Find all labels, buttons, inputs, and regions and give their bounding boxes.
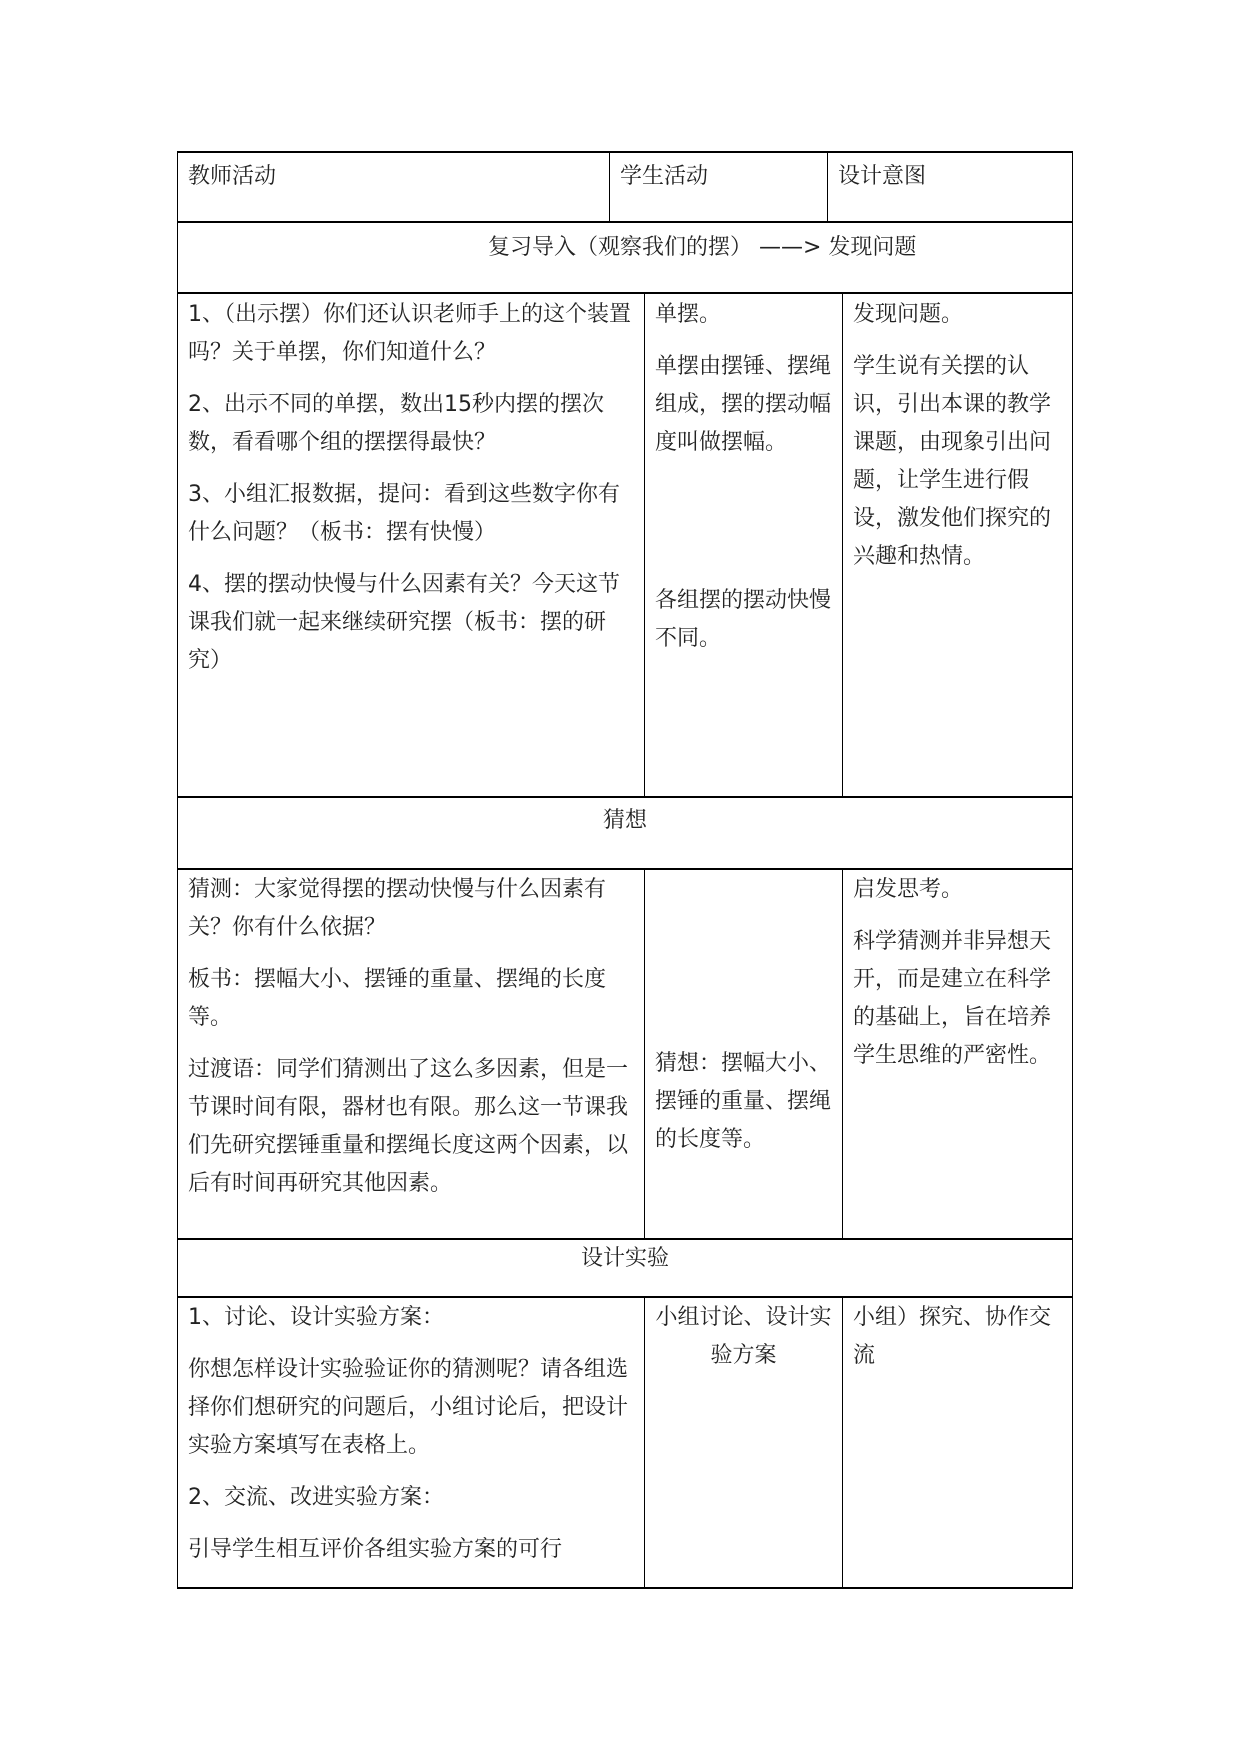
teacher-step: 1、（出示摆）你们还认识老师手上的这个装置吗？关于单摆，你们知道什么？ bbox=[188, 302, 631, 365]
teacher-step: 2、出示不同的单摆，数出15秒内摆的摆次数，看看哪个组的摆摆得最快？ bbox=[188, 392, 604, 455]
teacher-step: 板书：摆幅大小、摆锤的重量、摆绳的长度等。 bbox=[188, 967, 607, 1030]
design-intent: 启发思考。 bbox=[853, 877, 964, 902]
student-activity: 单摆由摆锤、摆绳组成，摆的摆动幅度叫做摆幅。 bbox=[655, 354, 832, 455]
teacher-step: 4、摆的摆动快慢与什么因素有关？今天这节课我们就一起来继续研究摆（板书：摆的研究） bbox=[188, 572, 620, 673]
teacher-step: 2、交流、改进实验方案： bbox=[188, 1485, 444, 1510]
student-activity: 小组讨论、设计实验方案 bbox=[655, 1305, 832, 1368]
student-activity: 猜想：摆幅大小、摆锤的重量、摆绳的长度等。 bbox=[655, 1051, 832, 1152]
teacher-step: 引导学生相互评价各组实验方案的可行 bbox=[188, 1537, 563, 1562]
section-title-review: 复习导入（观察我们的摆） ——> 发现问题 bbox=[488, 235, 917, 260]
section-title-design: 设计实验 bbox=[580, 1246, 669, 1271]
design-intent: 小组）探究、协作交流 bbox=[853, 1305, 1052, 1368]
teacher-step: 1、讨论、设计实验方案： bbox=[188, 1305, 444, 1330]
teacher-step: 过渡语：同学们猜测出了这么多因素，但是一节课时间有限，器材也有限。那么这一节课我们先研究摆锤重量和摆绳长度这两个因素，以后有时间再研究其他因素。 bbox=[188, 1057, 629, 1196]
header-teacher: 教师活动 bbox=[188, 164, 277, 189]
design-intent: 发现问题。 bbox=[853, 302, 964, 327]
student-activity: 各组摆的摆动快慢不同。 bbox=[655, 588, 832, 651]
header-intent: 设计意图 bbox=[838, 164, 927, 189]
student-activity: 单摆。 bbox=[655, 302, 722, 327]
section-title-guess: 猜想 bbox=[602, 808, 647, 833]
teacher-step: 你想怎样设计实验验证你的猜测呢？请各组选择你们想研究的问题后，小组讨论后，把设计实验方案填写在表格上。 bbox=[188, 1357, 629, 1458]
teacher-step: 猜测：大家觉得摆的摆动快慢与什么因素有关？你有什么依据？ bbox=[188, 877, 607, 940]
teacher-step: 3、小组汇报数据，提问：看到这些数字你有什么问题？（板书：摆有快慢） bbox=[188, 482, 620, 545]
header-student: 学生活动 bbox=[620, 164, 709, 189]
design-intent: 科学猜测并非异想天开，而是建立在科学的基础上，旨在培养学生思维的严密性。 bbox=[853, 929, 1052, 1068]
design-intent: 学生说有关摆的认识，引出本课的教学课题，由现象引出问题，让学生进行假设，激发他们探究的兴趣和热情。 bbox=[853, 354, 1052, 569]
